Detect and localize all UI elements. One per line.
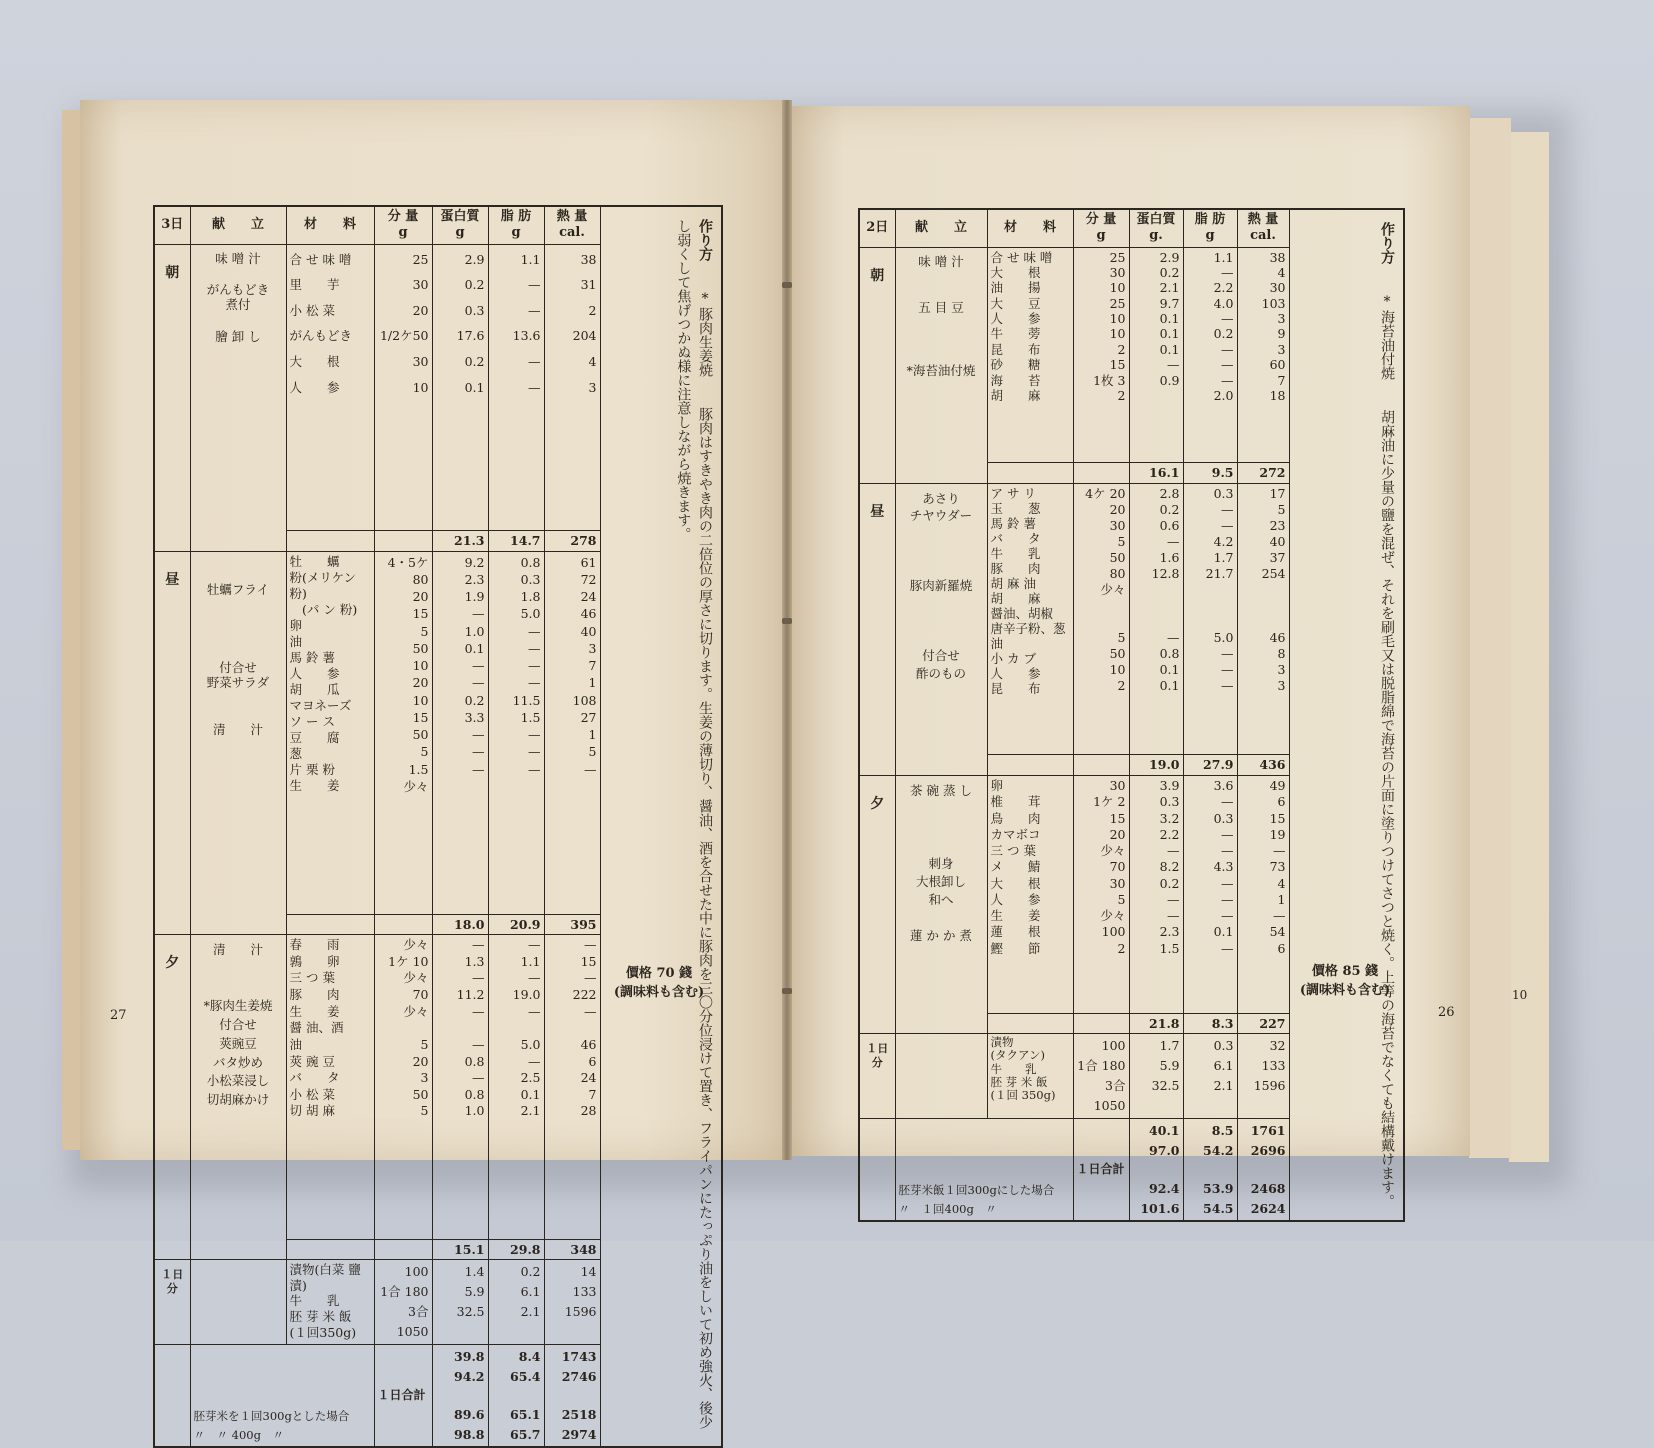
summary-fat bbox=[488, 1345, 544, 1447]
recipe-note bbox=[600, 206, 722, 1447]
day-header: 2日 bbox=[859, 209, 895, 247]
calories-header: 熱 量 cal. bbox=[544, 206, 600, 244]
meal-label: 朝 bbox=[859, 247, 895, 483]
amounts: 25 30 10 25 10 10 2 15 1枚 3 2 bbox=[1073, 247, 1129, 463]
daily-label bbox=[154, 1260, 190, 1345]
calorie-values: — 15 — 222 — 46 6 24 7 28 bbox=[544, 935, 600, 1239]
alt-labels bbox=[895, 1119, 1073, 1221]
amounts: 少々 1ケ 10 少々 70 少々 5 20 3 50 5 bbox=[374, 935, 432, 1239]
daily-total-label bbox=[374, 1345, 432, 1447]
price-label: 價格 85 錢 (調味料も含む) bbox=[1290, 960, 1400, 998]
amounts: 4ケ 20 20 30 5 50 80 少々 5 50 10 2 bbox=[1073, 483, 1129, 755]
day-header: 3日 bbox=[154, 206, 190, 244]
meal-label: 夕 bbox=[154, 935, 190, 1260]
header-row bbox=[859, 209, 1404, 247]
ingredients bbox=[286, 1260, 374, 1345]
total-protein bbox=[432, 1239, 488, 1260]
note-dish: *海苔油付焼 bbox=[1379, 294, 1395, 380]
page-number: 26 bbox=[1438, 1005, 1455, 1020]
binding-stitch bbox=[782, 618, 792, 624]
fat-values: 1.1 — 2.2 4.0 — 0.2 — — — 2.0 bbox=[1183, 247, 1237, 463]
daily-label: １日分 bbox=[859, 1034, 895, 1119]
fat-header: 脂 肪 g bbox=[488, 206, 544, 244]
total-calories: 395 bbox=[544, 914, 600, 935]
protein-values bbox=[432, 1260, 488, 1345]
note-body: 豚肉はすきやき肉の二倍位の厚さに切ります。生姜の薄切り、醤油、酒を合せた中に豚肉を三〇分位浸けて置き、フライパンにたっぷり油をしいて初め強火、後少し弱くして焦げつかぬ様に注意しながら焼きます。 bbox=[675, 219, 713, 1429]
amounts: 4・5ケ80 20 15 5 50 10 20 10 15 50 5 1.5 少々 bbox=[374, 551, 432, 914]
total-fat: 8.3 bbox=[1183, 1013, 1237, 1034]
amounts: 30 1ケ 2 15 20 少々 70 30 5 少々 100 2 bbox=[1073, 776, 1129, 1013]
amount-header: 分 量 g bbox=[374, 206, 432, 244]
protein-values: 2.8 0.2 0.6 — 1.6 12.8 — 0.8 0.1 0.1 bbox=[1129, 483, 1183, 755]
total-protein: 19.0 bbox=[1129, 755, 1183, 776]
fat-values: 0.8 0.3 1.8 5.0 — — — — 11.5 1.5 — — — bbox=[488, 551, 544, 914]
total-protein: 18.0 bbox=[432, 914, 488, 935]
calorie-values: 49 6 15 19 — 73 4 1 — 54 6 bbox=[1237, 776, 1289, 1013]
ingredients: 合 せ 味 噌 大 根 油 揚 大 豆 人 参 牛 蒡 昆 布 砂 糖 海 苔 胡 麻 bbox=[987, 247, 1073, 463]
calorie-values: 38 31 2 204 4 3 bbox=[544, 244, 600, 530]
total-calories: 278 bbox=[544, 530, 600, 551]
ingredients: ア サ リ 玉 葱 馬 鈴 薯 バ タ 牛 乳 豚 肉 胡 麻 油 胡 麻 醤油、胡椒 唐辛子粉、葱 油 小 カ ブ 人 参 昆 布 bbox=[987, 483, 1073, 755]
meal-label: 昼 bbox=[859, 483, 895, 775]
alt-label-400g: 〃 １回400g 〃 bbox=[899, 1202, 997, 1216]
summary-calories: 1761 2696 2468 2624 bbox=[1237, 1119, 1289, 1221]
ingredients: 牡 蠣 粉(メリケン粉) (パ ン 粉) 卵 油 馬 鈴 薯 人 参 胡 瓜 マヨネーズ ソ ー ス 豆 腐 葱 片 栗 粉 生 姜 bbox=[286, 551, 374, 914]
meal-label: 昼 bbox=[154, 551, 190, 935]
ingredient-header: 材 料 bbox=[987, 209, 1073, 247]
meal-label: 朝 bbox=[154, 244, 190, 551]
note-dish: *豚肉生姜焼 bbox=[697, 291, 713, 377]
protein-header: 蛋白質 g. bbox=[1129, 209, 1183, 247]
total-protein: 21.8 bbox=[1129, 1013, 1183, 1034]
book-spine bbox=[782, 100, 792, 1160]
total-fat bbox=[488, 1239, 544, 1260]
fat-header: 脂 肪 g bbox=[1183, 209, 1237, 247]
header-row bbox=[154, 206, 722, 244]
protein-values: 9.2 2.3 1.9 — 1.0 0.1 — — 0.2 3.3 — — — bbox=[432, 551, 488, 914]
dish-header: 献 立 bbox=[895, 209, 987, 247]
recipe-note bbox=[1289, 209, 1404, 1221]
binding-stitch bbox=[782, 988, 792, 994]
menu-table-day2 bbox=[858, 208, 1405, 1222]
fat-values: — 1.1 — 19.0 — 5.0 — 2.5 0.1 2.1 bbox=[488, 935, 544, 1239]
summary-protein: 40.1 97.0 92.4 101.6 bbox=[1129, 1119, 1183, 1221]
calorie-values bbox=[544, 1260, 600, 1345]
fat-values: 0.3 — — 4.2 1.7 21.7 5.0 — — — bbox=[1183, 483, 1237, 755]
meal-label: 夕 bbox=[859, 776, 895, 1034]
total-protein: 16.1 bbox=[1129, 463, 1183, 484]
note-title: 作り方 bbox=[697, 219, 713, 261]
protein-values: — 1.3 — 11.2 — — 0.8 — 0.8 1.0 bbox=[432, 935, 488, 1239]
summary-protein bbox=[432, 1345, 488, 1447]
dish-names: 味 噌 汁 五 目 豆 *海苔油付焼 bbox=[895, 247, 987, 483]
dish-names: 牡蠣フライ 付合せ 野菜サラダ 清 汁 bbox=[190, 551, 286, 935]
fat-values: 1.1 — — 13.6 — — bbox=[488, 244, 544, 530]
total-fat: 14.7 bbox=[488, 530, 544, 551]
calorie-values: 32 133 1596 bbox=[1237, 1034, 1289, 1119]
ingredients: 合 せ 味 噌 里 芋 小 松 菜 がんもどき 大 根 人 参 bbox=[286, 244, 374, 530]
fat-values bbox=[488, 1260, 544, 1345]
total-calories: 227 bbox=[1237, 1013, 1289, 1034]
amounts: 25 30 20 1/2ケ50 30 10 bbox=[374, 244, 432, 530]
amount-header: 分 量 g bbox=[1073, 209, 1129, 247]
total-protein: 21.3 bbox=[432, 530, 488, 551]
ingredients: 漬物 (タクアン) 牛 乳 胚 芽 米 飯 (１回 350g) bbox=[987, 1034, 1073, 1119]
calorie-values: 38 4 30 103 3 9 3 60 7 18 bbox=[1237, 247, 1289, 463]
protein-values: 1.7 5.9 32.5 bbox=[1129, 1034, 1183, 1119]
calorie-values: 17 5 23 40 37 254 46 8 3 3 bbox=[1237, 483, 1289, 755]
summary-fat: 8.5 54.2 53.9 54.5 bbox=[1183, 1119, 1237, 1221]
fat-values: 0.3 6.1 2.1 bbox=[1183, 1034, 1237, 1119]
protein-values: 3.9 0.3 3.2 2.2 — 8.2 0.2 — — 2.3 1.5 bbox=[1129, 776, 1183, 1013]
total-calories: 272 bbox=[1237, 463, 1289, 484]
dish-header: 献 立 bbox=[190, 206, 286, 244]
total-fat: 27.9 bbox=[1183, 755, 1237, 776]
amounts bbox=[374, 1260, 432, 1345]
price-label: 價格 70 錢 (調味料も含む) bbox=[604, 962, 714, 1000]
dish-names: 茶 碗 蒸 し 刺身 大根卸し 和へ 蓮 か か 煮 bbox=[895, 776, 987, 1034]
calorie-values: 61 72 24 46 40 3 7 1 108 27 1 5 — bbox=[544, 551, 600, 914]
summary-calories bbox=[544, 1345, 600, 1447]
amounts: 100 1合 180 3合1050 bbox=[1073, 1034, 1129, 1119]
binding-stitch bbox=[782, 282, 792, 288]
edge-page-number: 10 bbox=[1512, 988, 1527, 1002]
page-stack-edge-1 bbox=[1468, 118, 1511, 1158]
ingredients: 春 雨 鶉 卵 三 つ 葉 豚 肉 生 姜 醤 油、酒 油 莢 豌 豆 バ タ 小 松 菜 切 胡 麻 bbox=[286, 935, 374, 1239]
page-stack-edge-2 bbox=[1508, 132, 1549, 1162]
page-number: 27 bbox=[110, 1008, 127, 1023]
dish-names: 清 汁 *豚肉生姜焼 付合せ 莢豌豆 バタ炒め 小松菜浸し 切胡麻かけ bbox=[190, 935, 286, 1260]
total-fat: 9.5 bbox=[1183, 463, 1237, 484]
fat-values: 3.6 — 0.3 — — 4.3 — — — 0.1 — bbox=[1183, 776, 1237, 1013]
daily-total-label: １日合計 bbox=[1073, 1119, 1129, 1221]
protein-values: 2.9 0.2 2.1 9.7 0.1 0.1 0.1 — 0.9 bbox=[1129, 247, 1183, 463]
alt-label-300g bbox=[194, 1409, 350, 1423]
ingredient-header: 材 料 bbox=[286, 206, 374, 244]
alt-label-300g: 胚芽米飯１回300gにした場合 bbox=[899, 1183, 1055, 1197]
protein-header: 蛋白質 g bbox=[432, 206, 488, 244]
alt-label-400g bbox=[194, 1428, 284, 1442]
alt-labels bbox=[190, 1345, 374, 1447]
total-calories: 436 bbox=[1237, 755, 1289, 776]
total-calories bbox=[544, 1239, 600, 1260]
calories-header: 熱 量 cal. bbox=[1237, 209, 1289, 247]
menu-table-day3 bbox=[153, 205, 723, 1448]
note-title: 作り方 bbox=[1379, 222, 1395, 264]
protein-values: 2.9 0.2 0.3 17.6 0.2 0.1 bbox=[432, 244, 488, 530]
dish-names: あさり チヤウダー 豚肉新羅焼 付合せ 酢のもの bbox=[895, 483, 987, 775]
total-fat: 20.9 bbox=[488, 914, 544, 935]
note-body: 胡麻油に少量の鹽を混ぜ、それを刷毛又は脱脂綿で海苔の片面に塗りつけてさつと焼く。上等の海苔でなくても結構戴けます。 bbox=[1379, 410, 1395, 1208]
dish-names: 味 噌 汁 がんもどき 煮付 膾 卸 し bbox=[190, 244, 286, 551]
ingredients: 卵 椎 茸 鳥 肉 カマボコ 三 つ 葉 メ 鯖 大 根 人 参 生 姜 蓮 根 鰹 節 bbox=[987, 776, 1073, 1013]
